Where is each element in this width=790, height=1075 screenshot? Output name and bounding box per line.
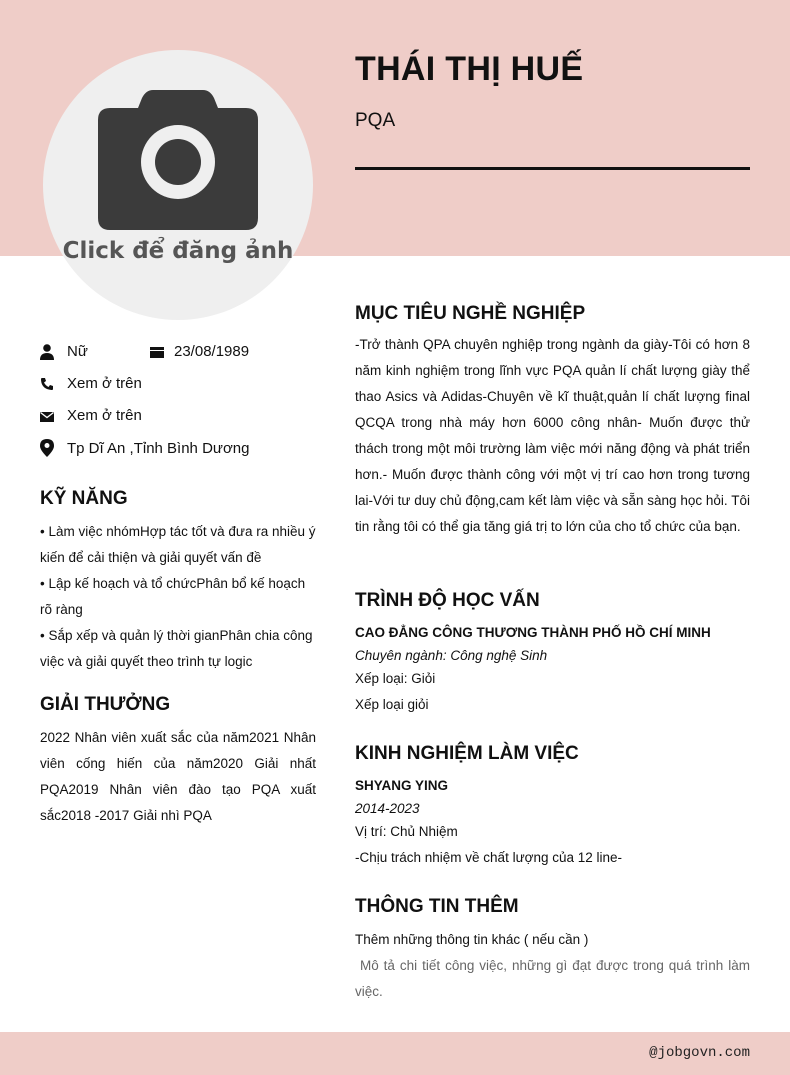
birthdate-value: 23/08/1989 <box>174 343 250 360</box>
skill-item: • Sắp xếp và quản lý thời gianPhân chia công việc và giải quyết theo trình tự logic <box>40 628 313 669</box>
avatar-upload-label: Click để đăng ảnh <box>62 238 294 264</box>
contact-phone <box>40 375 142 392</box>
experience-duty: -Chịu trách nhiệm về chất lượng của 12 line- <box>355 850 623 865</box>
candidate-role: PQA <box>355 110 396 131</box>
experience-title: KINH NGHIỆM LÀM VIỆC <box>355 743 579 764</box>
experience-company: SHYANG YING <box>355 778 449 793</box>
candidate-name: THÁI THỊ HUẾ <box>355 50 584 88</box>
person-icon <box>40 344 54 360</box>
calendar-icon <box>150 344 164 360</box>
footer-brand: @jobgovn.com <box>649 1045 750 1061</box>
objective-text: -Trở thành QPA chuyên nghiệp trong ngành da giày-Tôi có hơn 8 năm kinh nghiệm trong lĩnh vực PQA quản lí chất lượng giày thể thao Asics và Adidas-Chuyên về kĩ thuật,quản lí chất lượng final QCQA trong nhà máy hơn 6000 công nhân- Muốn được thử thách trong một môi trường làm việc mới năng động và phát triển hơn.- Muốn được thành công với một vị trí cao hơn trong tương lai-Với tư duy chủ động,cam kết làm việc và sẵn sàng học hỏi. Tôi tin rằng tôi có thể gia tăng giá trị to lớn của cho tổ chức của bạn. <box>355 337 750 534</box>
name-divider <box>355 167 750 170</box>
skills-title: KỸ NĂNG <box>40 488 128 509</box>
skill-item: • Lập kế hoạch và tổ chứcPhân bổ kế hoạch rõ ràng <box>40 576 306 617</box>
experience-position: Vị trí: Chủ Nhiệm <box>355 824 458 839</box>
skills-list <box>40 519 316 675</box>
phone-value: Xem ở trên <box>67 375 142 392</box>
awards-title: GIẢI THƯỞNG <box>40 694 171 715</box>
location-pin-icon <box>40 439 54 457</box>
experience-period: 2014-2023 <box>355 801 420 816</box>
education-grade: Xếp loại: Giỏi <box>355 671 436 686</box>
contact-address <box>40 439 249 457</box>
contact-gender <box>40 343 88 360</box>
education-block <box>355 624 750 718</box>
address-value: Tp Dĩ An ,Tỉnh Bình Dương <box>67 439 250 457</box>
email-icon <box>40 408 54 424</box>
education-rank: Xếp loại giỏi <box>355 697 429 712</box>
more-info-title: THÔNG TIN THÊM <box>355 896 519 917</box>
skill-item: • Làm việc nhómHợp tác tốt và đưa ra nhiều ý kiến để cải thiện và giải quyết vấn đề <box>40 524 316 565</box>
more-info-line: Thêm những thông tin khác ( nếu cần ) <box>355 932 589 947</box>
gender-value: Nữ <box>67 343 88 360</box>
awards-text: 2022 Nhân viên xuất sắc của năm2021 Nhân viên cống hiến của năm2020 Giải nhất PQA2019 Nhân viên đào tạo PQA xuất sắc2018 -2017 Giải nhì PQA <box>40 730 316 823</box>
avatar-upload[interactable] <box>43 50 313 320</box>
phone-icon <box>40 376 54 392</box>
contact-birthdate <box>150 343 249 360</box>
email-value: Xem ở trên <box>67 407 142 424</box>
education-school: CAO ĐẲNG CÔNG THƯƠNG THÀNH PHỐ HỒ CHÍ MINH <box>355 625 711 640</box>
camera-icon <box>98 90 258 230</box>
education-major: Chuyên ngành: Công nghệ Sinh <box>355 648 548 663</box>
objective-title: MỤC TIÊU NGHỀ NGHIỆP <box>355 303 586 324</box>
education-title: TRÌNH ĐỘ HỌC VẤN <box>355 590 540 611</box>
more-info-description: Mô tả chi tiết công việc, những gì đạt được trong quá trình làm việc. <box>355 958 754 999</box>
more-info-block <box>355 927 754 1005</box>
experience-block <box>355 777 750 871</box>
contact-email <box>40 407 142 424</box>
